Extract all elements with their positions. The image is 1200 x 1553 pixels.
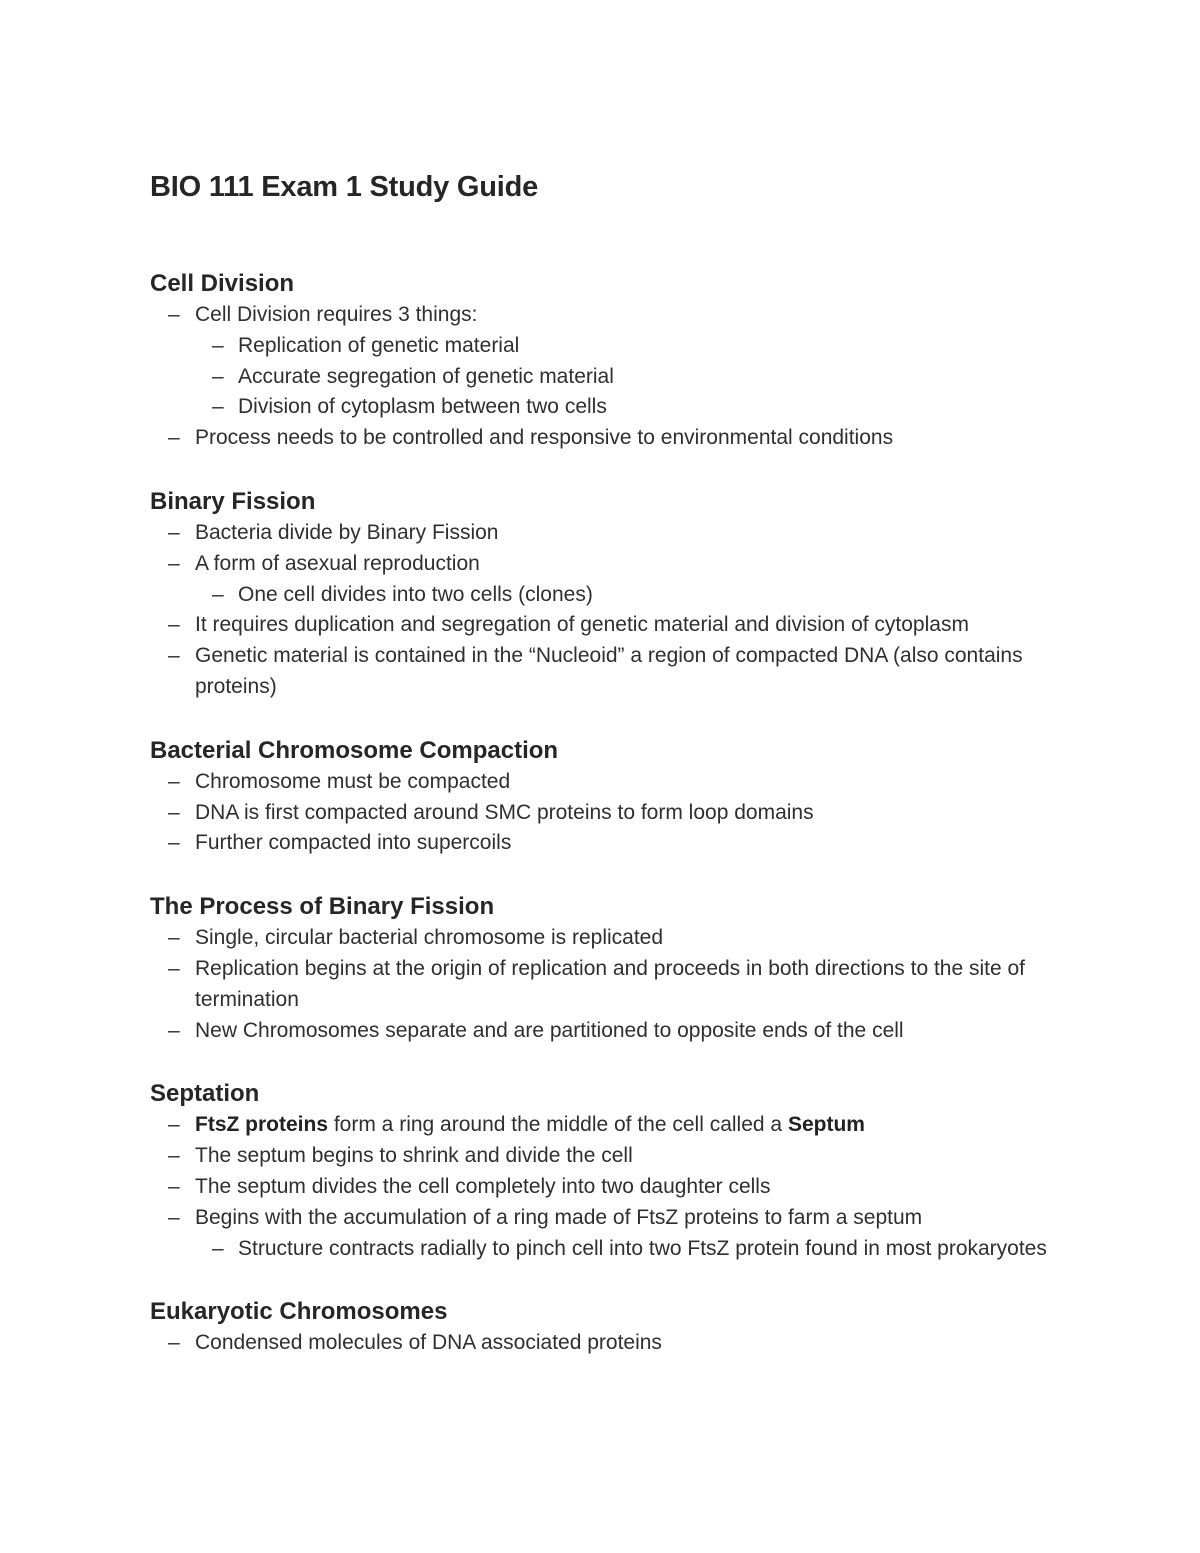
sub-item-text: Structure contracts radially to pinch cell into two FtsZ protein found in most prokaryotes — [238, 1236, 1047, 1260]
bullet-list — [150, 767, 1070, 859]
list-item — [150, 798, 1070, 829]
list-item — [150, 300, 1070, 423]
list-item-text: The septum begins to shrink and divide the cell — [195, 1144, 633, 1168]
section-heading: The Process of Binary Fission — [150, 893, 495, 921]
dash-bullet: – — [168, 1331, 180, 1355]
list-item-text: Further compacted into supercoils — [195, 831, 512, 855]
list-item — [150, 1016, 1070, 1047]
bold-term-ftsz: FtsZ proteins — [195, 1113, 329, 1137]
sub-item-text: Accurate segregation of genetic material — [238, 364, 614, 388]
dash-bullet: – — [212, 333, 224, 357]
list-item — [150, 423, 1070, 454]
list-item — [150, 1172, 1070, 1203]
bullet-list — [150, 1110, 1070, 1264]
dash-bullet: – — [168, 769, 180, 793]
dash-bullet: – — [168, 1018, 180, 1042]
dash-bullet: – — [168, 1113, 180, 1137]
section-bacterial-chromosome-compaction — [150, 735, 1070, 859]
list-item — [150, 1141, 1070, 1172]
sub-list — [195, 1234, 1070, 1265]
section-cell-division — [150, 268, 1070, 454]
list-item-text: Chromosome must be compacted — [195, 769, 511, 793]
list-item-text: DNA is first compacted around SMC proteins to form loop domains — [195, 800, 814, 824]
list-item-text: New Chromosomes separate and are partitioned to opposite ends of the cell — [195, 1018, 904, 1042]
dash-bullet: – — [168, 426, 180, 450]
sub-item-text: Replication of genetic material — [238, 333, 520, 357]
list-item — [150, 767, 1070, 798]
list-item — [150, 828, 1070, 859]
list-item-text: A form of asexual reproduction — [195, 551, 480, 575]
dash-bullet: – — [168, 520, 180, 544]
sub-item-text: One cell divides into two cells (clones) — [238, 582, 593, 606]
section-heading: Binary Fission — [150, 487, 316, 515]
list-item-text: The septum divides the cell completely into two daughter cells — [195, 1174, 771, 1198]
bullet-list — [150, 1328, 1070, 1359]
list-item — [150, 610, 995, 641]
list-item — [150, 1203, 1070, 1265]
list-item-text: form a ring around the middle of the cell called a — [328, 1113, 788, 1137]
list-item-text: It requires duplication and segregation of genetic material and division of cytoplasm — [195, 613, 969, 637]
list-item — [150, 954, 1055, 1016]
dash-bullet: – — [168, 1205, 180, 1229]
sub-item-text: Division of cytoplasm between two cells — [238, 395, 607, 419]
list-item — [150, 549, 1070, 611]
section-process-of-binary-fission — [150, 891, 1070, 1046]
document-page — [150, 168, 1070, 1359]
list-item-text: Single, circular bacterial chromosome is replicated — [195, 926, 664, 950]
sub-list — [195, 331, 1070, 423]
list-item-text: Process needs to be controlled and responsive to environmental conditions — [195, 426, 894, 450]
dash-bullet: – — [168, 1144, 180, 1168]
dash-bullet: – — [168, 926, 180, 950]
dash-bullet: – — [212, 395, 224, 419]
bullet-list — [150, 518, 1070, 703]
section-heading: Bacterial Chromosome Compaction — [150, 736, 559, 764]
bullet-list — [150, 300, 1070, 454]
list-item-text: Cell Division requires 3 things: — [195, 303, 478, 326]
section-heading: Eukaryotic Chromosomes — [150, 1298, 448, 1326]
dash-bullet: – — [168, 551, 180, 575]
list-item-text: Replication begins at the origin of replication and proceeds in both directions to the site of termination — [195, 956, 1026, 1011]
dash-bullet: – — [168, 303, 180, 326]
list-item-text: Begins with the accumulation of a ring made of FtsZ proteins to farm a septum — [195, 1205, 923, 1229]
sub-list-item — [150, 1234, 1058, 1265]
sub-list-item — [150, 362, 1070, 393]
dash-bullet: – — [168, 644, 180, 668]
dash-bullet: – — [212, 1236, 224, 1260]
dash-bullet: – — [168, 613, 180, 637]
sub-list-item — [150, 331, 1070, 362]
list-item — [150, 923, 1070, 954]
list-item-text: Condensed molecules of DNA associated proteins — [195, 1331, 662, 1355]
list-item-text: Genetic material is contained in the “Nucleoid” a region of compacted DNA (also contains proteins) — [195, 644, 1023, 698]
list-item — [150, 518, 1070, 549]
list-item-text: Bacteria divide by Binary Fission — [195, 520, 499, 544]
section-septation — [150, 1078, 1070, 1264]
section-eukaryotic-chromosomes — [150, 1296, 1070, 1359]
dash-bullet: – — [168, 1174, 180, 1198]
dash-bullet: – — [168, 831, 180, 855]
dash-bullet: – — [212, 582, 224, 606]
sub-list-item — [150, 392, 1070, 423]
list-item — [150, 641, 1035, 703]
bullet-list — [150, 923, 1070, 1046]
dash-bullet: – — [212, 364, 224, 388]
page-title: BIO 111 Exam 1 Study Guide — [150, 171, 539, 203]
section-binary-fission — [150, 486, 1070, 703]
section-heading: Septation — [150, 1080, 260, 1108]
bold-term-septum: Septum — [787, 1113, 865, 1137]
sub-list — [195, 580, 1070, 611]
sub-list-item — [150, 580, 1070, 611]
list-item — [150, 1328, 1070, 1359]
section-heading: Cell Division — [150, 270, 295, 297]
dash-bullet: – — [168, 800, 180, 824]
dash-bullet: – — [168, 956, 180, 980]
list-item — [150, 1110, 1070, 1141]
